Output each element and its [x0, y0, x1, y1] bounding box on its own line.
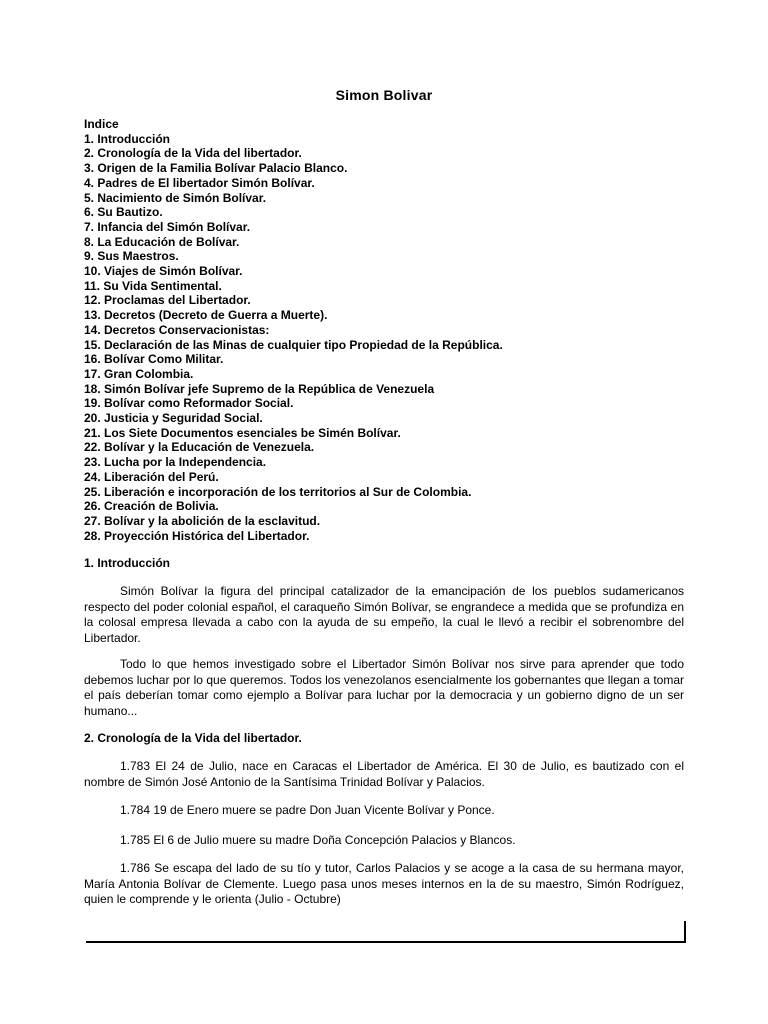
- index-item: 26. Creación de Bolivia.: [84, 499, 219, 514]
- section-heading-cronologia: 2. Cronología de la Vida del libertador.: [84, 731, 302, 745]
- document-title: Simon Bolivar: [335, 87, 433, 103]
- index-item: 16. Bolívar Como Militar.: [84, 352, 224, 367]
- index-item: 12. Proclamas del Libertador.: [84, 293, 251, 308]
- index-list: [84, 117, 694, 543]
- index-item: 22. Bolívar y la Educación de Venezuela.: [84, 440, 315, 455]
- index-item: 27. Bolívar y la abolición de la esclavitud.: [84, 513, 321, 528]
- index-item: 17. Gran Colombia.: [84, 366, 194, 381]
- index-item: 28. Proyección Histórica del Libertador.: [84, 528, 310, 543]
- index-item: 21. Los Siete Documentos esenciales be Simén Bolívar.: [84, 425, 401, 440]
- section-introduccion-paragraph: [84, 584, 684, 646]
- index-item: 4. Padres de El libertador Simón Bolívar.: [84, 175, 315, 190]
- index-item: 6. Su Bautizo.: [84, 205, 163, 220]
- paragraph: 1.784 19 de Enero muere se padre Don Juan Vicente Bolívar y Ponce.: [120, 803, 495, 817]
- index-item: 24. Liberación del Perú.: [84, 469, 219, 484]
- index-item: 10. Viajes de Simón Bolívar.: [84, 264, 243, 279]
- index-item: 19. Bolívar como Reformador Social.: [84, 396, 294, 411]
- page-border-corner: [684, 921, 686, 943]
- index-item: 8. La Educación de Bolívar.: [84, 234, 240, 249]
- index-item: 11. Su Vida Sentimental.: [84, 278, 222, 293]
- index-item: 5. Nacimiento de Simón Bolívar.: [84, 190, 267, 205]
- paragraph: Todo lo que hemos investigado sobre el Libertador Simón Bolívar nos sirve para aprender que todo debemos luchar por lo que queremos. Todos los venezolanos esencialmente los gobernantes que llegan a tomar el país deberían tomar como ejemplo a Bolívar para luchar por la democracia y un gobierno digno de un ser humano...: [84, 657, 684, 718]
- section-introduccion-paragraph: [84, 657, 684, 719]
- section-heading-introduccion: 1. Introducción: [84, 556, 171, 570]
- section-cronologia-paragraph: [84, 803, 684, 819]
- paragraph: 1.786 Se escapa del lado de su tío y tutor, Carlos Palacios y se acoge a la casa de su hermana mayor, María Antonia Bolívar de Clemente. Luego pasa unos meses internos en la de su maestro, Simón Rodríguez, quien le comprende y le orienta (Julio - Octubre): [84, 861, 684, 906]
- index-item: 1. Introducción: [84, 131, 171, 146]
- paragraph: 1.783 El 24 de Julio, nace en Caracas el Libertador de América. El 30 de Julio, es bautizado con el nombre de Simón José Antonio de la Santísima Trinidad Bolívar y Palacios.: [84, 759, 684, 789]
- section-cronologia-paragraph: [84, 861, 684, 908]
- index-item: 7. Infancia del Simón Bolívar.: [84, 219, 251, 234]
- index-item: 13. Decretos (Decreto de Guerra a Muerte).: [84, 308, 328, 323]
- index-item: 15. Declaración de las Minas de cualquier tipo Propiedad de la República.: [84, 337, 503, 352]
- section-cronologia-paragraph: [84, 759, 684, 790]
- paragraph: Simón Bolívar la figura del principal catalizador de la emancipación de los pueblos sudamericanos respecto del poder colonial español, el caraqueño Simón Bolívar, se engrandece a medida que se profundiza en la colosal empresa llevada a cabo con la ayuda de su empeño, la cual le llevó a recibir el sobrenombre del Libertador.: [84, 584, 684, 645]
- paragraph: 1.785 El 6 de Julio muere su madre Doña Concepción Palacios y Blancos.: [120, 833, 516, 847]
- index-item: 14. Decretos Conservacionistas:: [84, 322, 270, 337]
- index-item: 2. Cronología de la Vida del libertador.: [84, 146, 302, 161]
- index-item: 25. Liberación e incorporación de los territorios al Sur de Colombia.: [84, 484, 472, 499]
- page-border-bottom: [86, 941, 686, 943]
- index-item: 20. Justicia y Seguridad Social.: [84, 411, 263, 426]
- section-cronologia-paragraph: [84, 833, 684, 849]
- index-item: 3. Origen de la Familia Bolívar Palacio Blanco.: [84, 161, 348, 176]
- index-heading: Indice: [84, 117, 119, 131]
- index-item: 9. Sus Maestros.: [84, 249, 179, 264]
- index-item: 18. Simón Bolívar jefe Supremo de la República de Venezuela: [84, 381, 435, 396]
- index-item: 23. Lucha por la Independencia.: [84, 455, 267, 470]
